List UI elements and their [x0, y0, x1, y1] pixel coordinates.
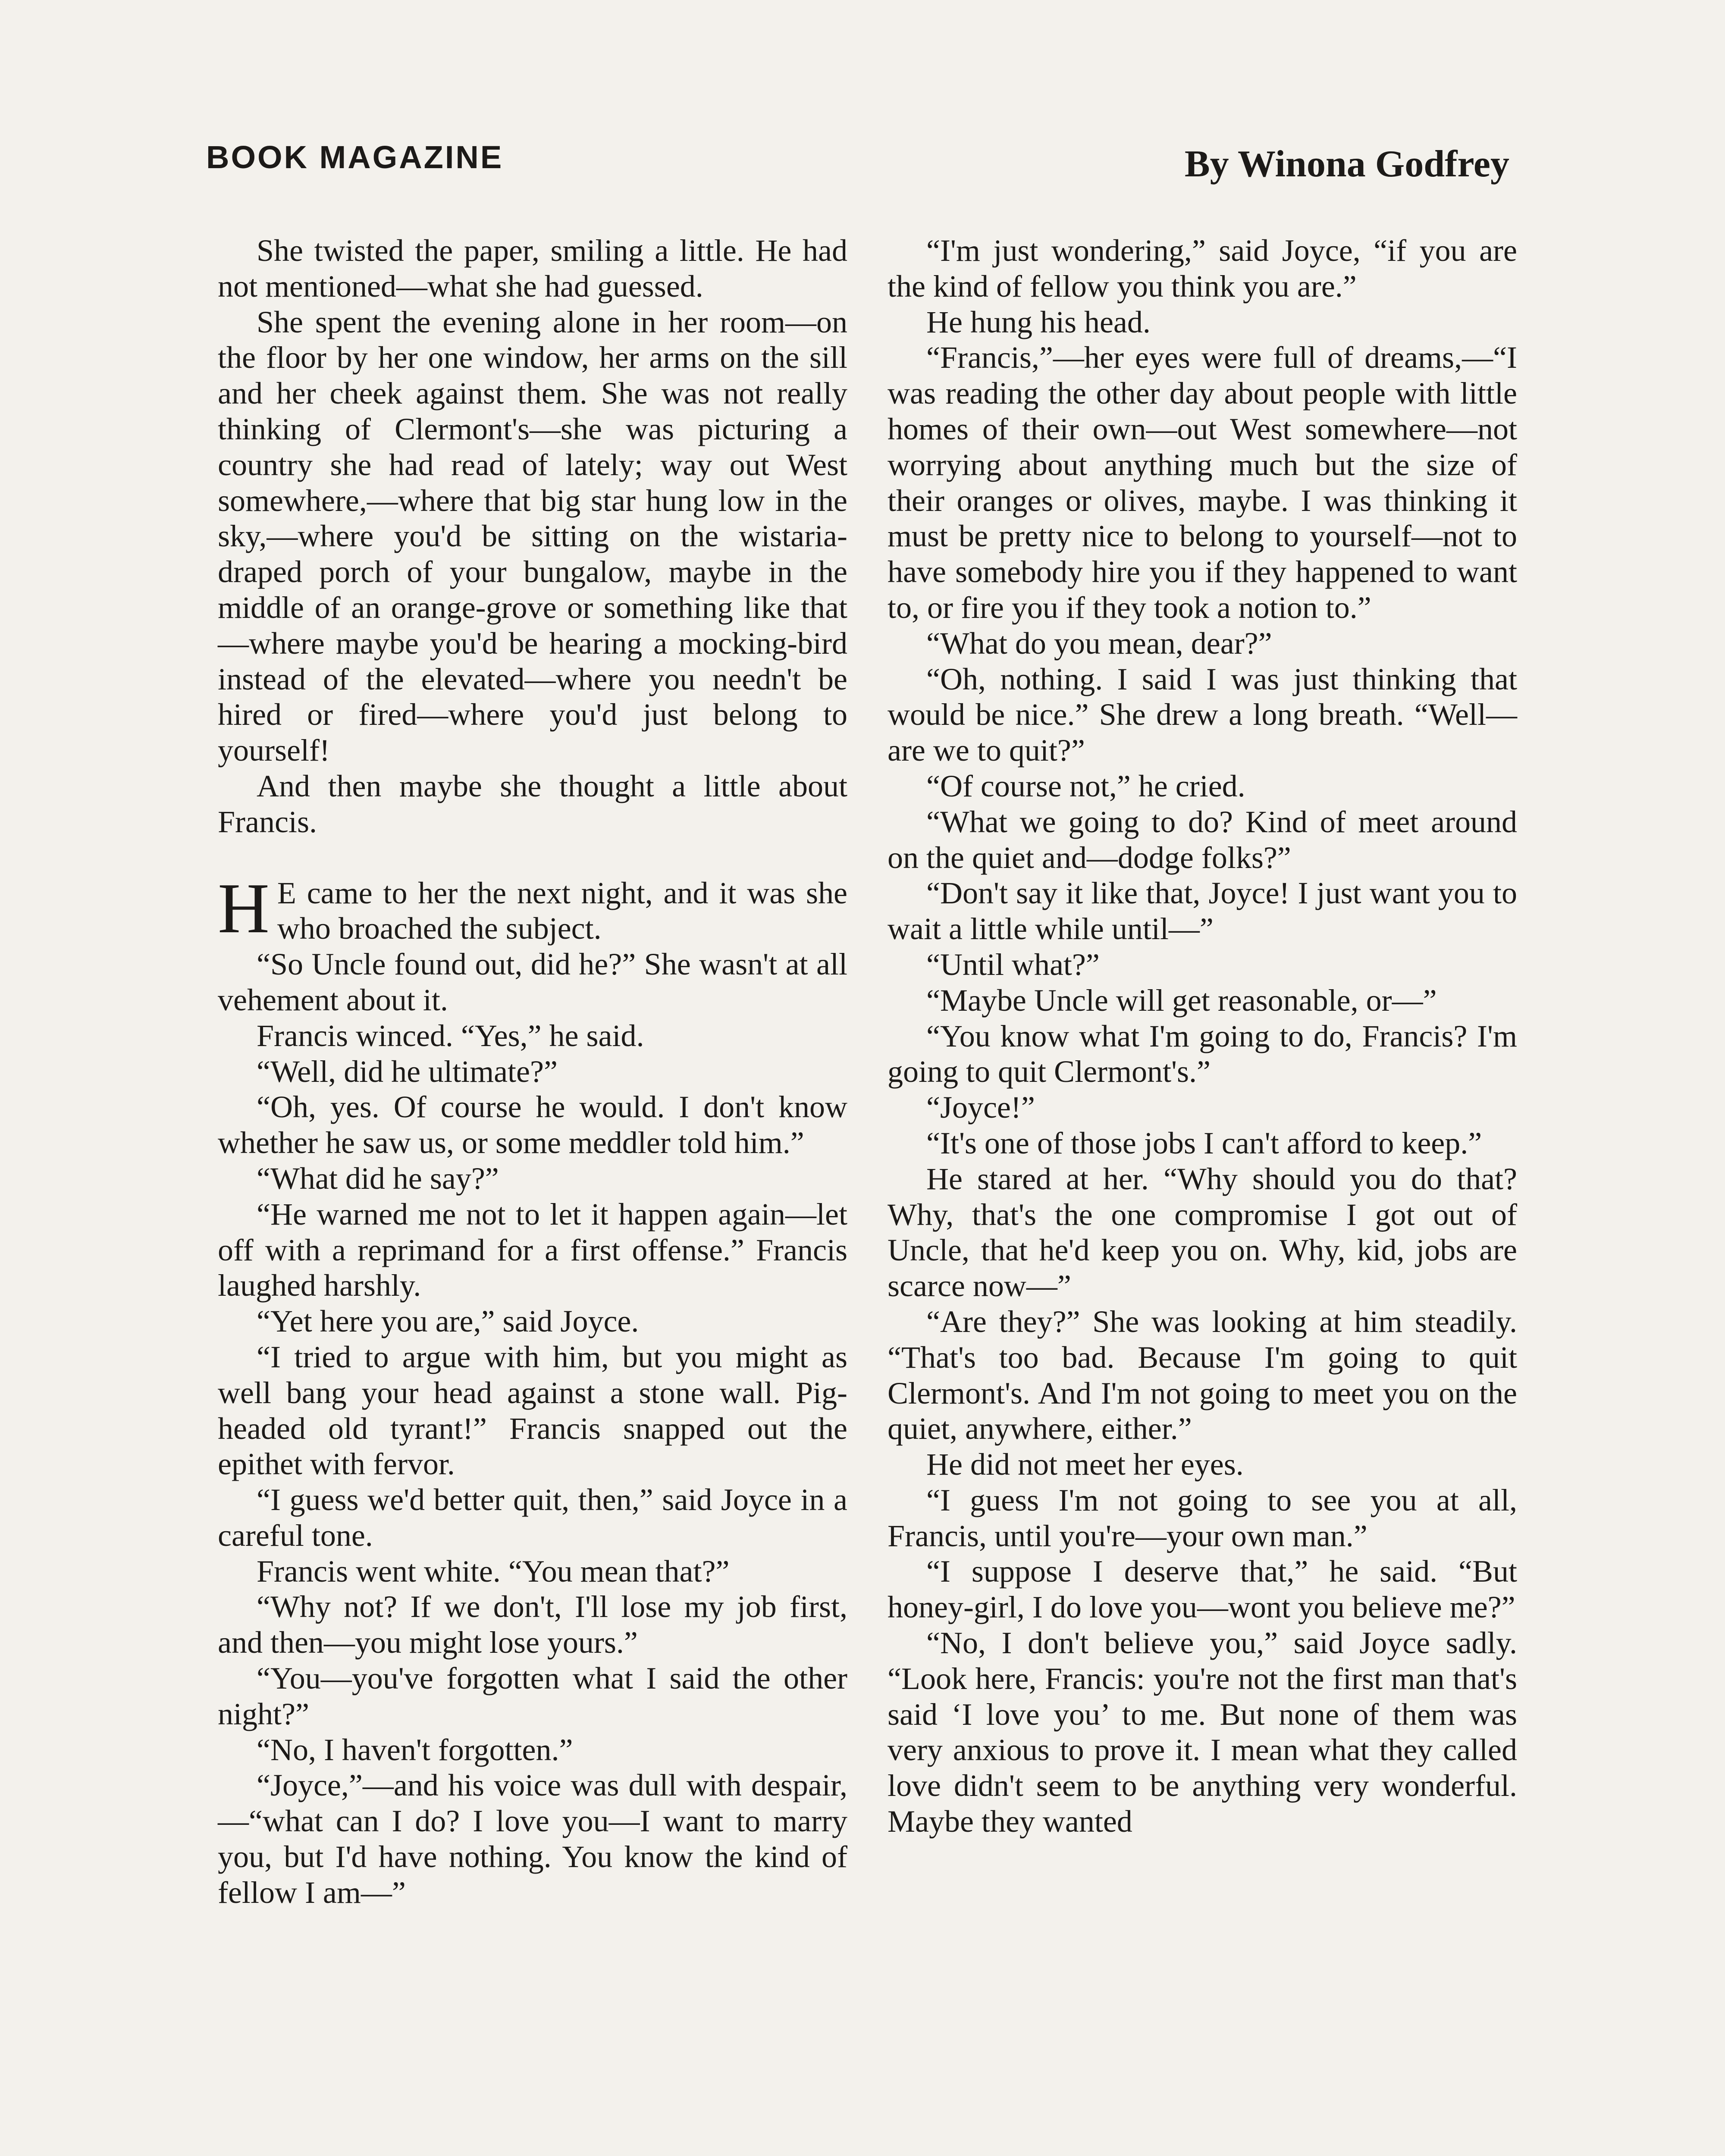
paragraph: He hung his head. — [926, 304, 1151, 339]
paragraph: “Are they?” She was looking at him steadily. “That's too bad. Because I'm going to quit Clermont's. And I'm not going to meet you on the quiet, anywhere, either.” — [888, 1304, 1517, 1446]
text-column-left — [218, 233, 847, 1911]
paragraph: “No, I don't believe you,” said Joyce sadly. “Look here, Francis: you're not the first man that's said ‘I love you’ to me. But none of them was very anxious to prove it. I mean what they called love didn't seem to be anything very wonderful. Maybe they wanted — [888, 1626, 1517, 1839]
paragraph: “No, I haven't forgotten.” — [257, 1732, 573, 1767]
paragraph: “Francis,”—her eyes were full of dreams,—“I was reading the other day about people with little homes of their own—out West somewhere—not worrying about anything much but the size of their oranges or olives, maybe. I was thinking it must be pretty nice to belong to yourself—not to have somebody hire you if they happened to want to, or fire you if they took a notion to.” — [888, 340, 1517, 625]
paragraph: “Until what?” — [926, 947, 1100, 982]
paragraph: She spent the evening alone in her room—on the floor by her one window, her arms on the sill and her cheek against them. She was not really thinking of Clermont's—she was picturing a country she had read of lately; way out West somewhere,—where that big star hung low in the sky,—where you'd be sitting on the wistaria-draped porch of your bungalow, maybe in the middle of an orange-grove or something like that—where maybe you'd be hearing a mocking-bird instead of the elevated—where you needn't be hired or fired—where you'd just belong to yourself! — [218, 304, 847, 768]
paragraph: Francis went white. “You mean that?” — [257, 1554, 730, 1589]
paragraph: “What did he say?” — [257, 1161, 499, 1196]
paragraph: Francis winced. “Yes,” he said. — [257, 1018, 644, 1053]
paragraph: “Yet here you are,” said Joyce. — [257, 1304, 639, 1339]
paragraph: “Maybe Uncle will get reasonable, or—” — [926, 983, 1437, 1018]
paragraph: “Oh, yes. Of course he would. I don't know whether he saw us, or some meddler told him.” — [218, 1090, 847, 1160]
paragraph: He stared at her. “Why should you do that? Why, that's the one compromise I got out of Uncle, that he'd keep you on. Why, kid, jobs are scarce now—” — [888, 1161, 1517, 1304]
paragraph: “So Uncle found out, did he?” She wasn't at all vehement about it. — [218, 947, 847, 1017]
paragraph: “Joyce!” — [926, 1090, 1035, 1125]
paragraph: She twisted the paper, smiling a little. He had not mentioned—what she had guessed. — [218, 233, 847, 304]
section-opening-text: E came to her the next night, and it was she who broached the subject. — [277, 875, 847, 946]
paragraph: “I guess I'm not going to see you at all, Francis, until you're—your own man.” — [888, 1482, 1517, 1553]
paragraph: “Why not? If we don't, I'll lose my job first, and then—you might lose yours.” — [218, 1589, 847, 1660]
paragraph: “You—you've forgotten what I said the other night?” — [218, 1661, 847, 1731]
paragraph: “What we going to do? Kind of meet around on the quiet and—dodge folks?” — [888, 804, 1517, 875]
section-opening-paragraph — [218, 868, 847, 948]
paragraph: “It's one of those jobs I can't afford to keep.” — [926, 1125, 1482, 1160]
paragraph: And then maybe she thought a little about Francis. — [218, 768, 847, 839]
paragraph: “I'm just wondering,” said Joyce, “if you are the kind of fellow you think you are.” — [888, 233, 1517, 304]
paragraph: “I guess we'd better quit, then,” said Joyce in a careful tone. — [218, 1482, 847, 1553]
paragraph: “Oh, nothing. I said I was just thinking that would be nice.” She drew a long breath. “Well—are we to quit?” — [888, 661, 1517, 768]
paragraph: “Joyce,”—and his voice was dull with despair,—“what can I do? I love you—I want to marry you, but I'd have nothing. You know the kind of fellow I am—” — [218, 1768, 847, 1910]
drop-cap: H — [218, 868, 270, 948]
text-column-right — [888, 233, 1517, 1839]
paragraph: “You know what I'm going to do, Francis? I'm going to quit Clermont's.” — [888, 1018, 1517, 1089]
paragraph: “Well, did he ultimate?” — [257, 1054, 558, 1089]
running-head-author: By Winona Godfrey — [1184, 143, 1509, 185]
paragraph: He did not meet her eyes. — [926, 1447, 1244, 1482]
running-head-magazine: BOOK MAGAZINE — [206, 139, 504, 175]
paragraph: “He warned me not to let it happen again—let off with a reprimand for a first offense.” Francis laughed harshly. — [218, 1197, 847, 1303]
paragraph: “Don't say it like that, Joyce! I just want you to wait a little while until—” — [888, 876, 1517, 946]
paragraph: “I tried to argue with him, but you might as well bang your head against a stone wall. Pig-headed old tyrant!” Francis snapped out the epithet with fervor. — [218, 1339, 847, 1482]
paragraph: “Of course not,” he cried. — [926, 768, 1245, 803]
paragraph: “I suppose I deserve that,” he said. “But honey-girl, I do love you—wont you believe me?” — [888, 1554, 1517, 1625]
paragraph: “What do you mean, dear?” — [926, 626, 1272, 661]
